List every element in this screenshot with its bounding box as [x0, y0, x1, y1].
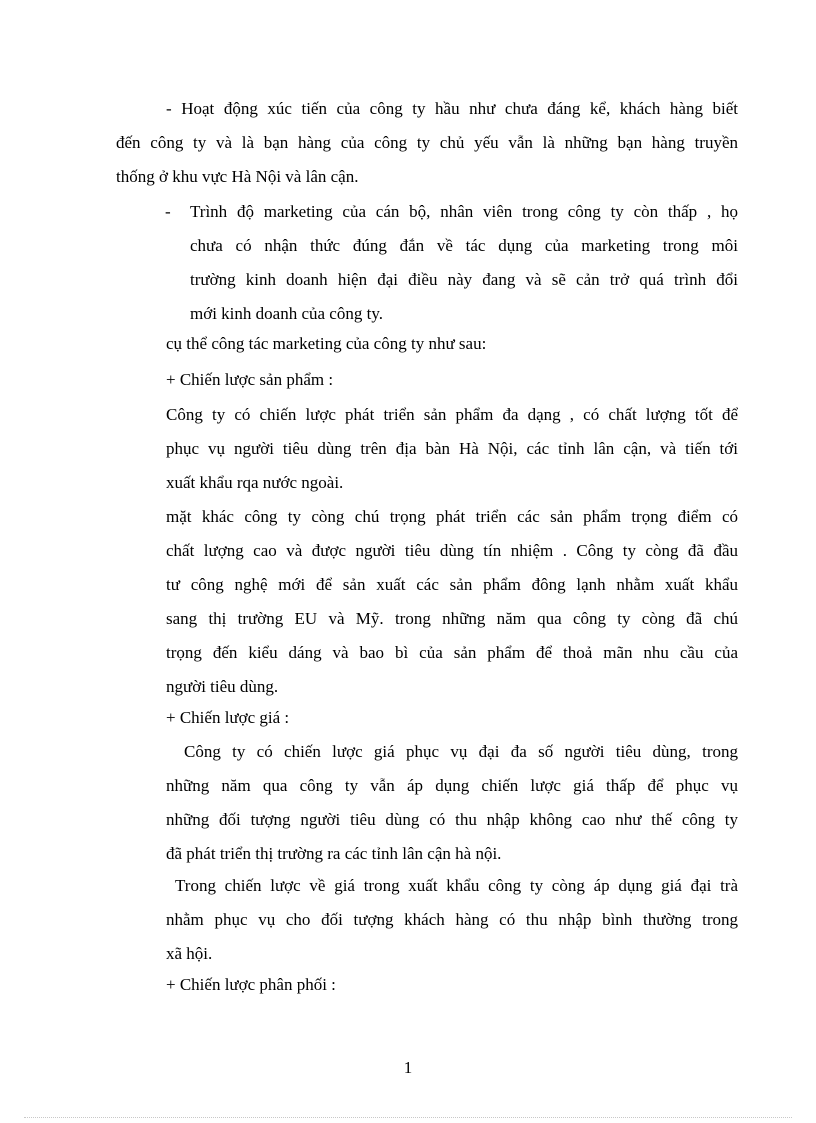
text-line: xã hội. [166, 944, 213, 963]
text-line: tư công nghệ mới để sản xuất các sản phẩm đông lạnh nhằm xuất khẩu [166, 575, 738, 594]
text-line: Trong chiến lược về giá trong xuất khẩu công ty còng áp dụng giá đại trà [175, 876, 738, 895]
heading-price-strategy [166, 701, 738, 735]
paragraph-intro [166, 327, 738, 361]
text-line: Công ty có chiến lược phát triển sản phẩm đa dạng , có chất lượng tốt để [166, 405, 738, 424]
text-line: chưa có nhận thức đúng đắn về tác dụng của marketing trong môi [190, 236, 738, 255]
text-line: những năm qua công ty vẫn áp dụng chiến lược giá thấp để phục vụ [166, 776, 738, 795]
text-line: người tiêu dùng. [166, 677, 279, 696]
text-line: phục vụ người tiêu dùng trên địa bàn Hà Nội, các tỉnh lân cận, và tiến tới [166, 439, 738, 458]
text-line: xuất khẩu rqa nước ngoài. [166, 473, 344, 492]
paragraph-product-strategy [166, 398, 738, 500]
paragraph-product-focus [166, 500, 738, 704]
paragraph-price-strategy [166, 735, 738, 871]
text-line: sang thị trường EU và Mỹ. trong những năm qua công ty còng đã chú [166, 609, 738, 628]
text-line: + Chiến lược giá : [166, 708, 290, 727]
text-line: mặt khác công ty còng chú trọng phát triển các sản phẩm trọng điểm có [166, 507, 738, 526]
text-line: mới kinh doanh của công ty. [190, 304, 383, 323]
text-line: trọng đến kiểu dáng và bao bì của sản phẩm để thoả mãn nhu cầu của [166, 643, 738, 662]
paragraph-export-price [166, 869, 738, 971]
text-line: đã phát triển thị trường ra các tỉnh lân cận hà nội. [166, 844, 502, 863]
text-line: đến công ty và là bạn hàng của công ty chủ yếu vẫn là những bạn hàng truyền [116, 133, 738, 152]
text-line: Trình độ marketing của cán bộ, nhân viên trong công ty còn thấp , họ [190, 202, 738, 221]
heading-product-strategy [166, 363, 738, 397]
text-line: - Hoạt động xúc tiến của công ty hầu như chưa đáng kể, khách hàng biết [166, 99, 738, 118]
bullet-dash: - [165, 202, 171, 221]
text-line: + Chiến lược phân phối : [166, 975, 336, 994]
paragraph-marketing-level [190, 195, 738, 331]
text-line: + Chiến lược sản phẩm : [166, 370, 334, 389]
paragraph-promotion [116, 92, 738, 194]
text-line: trường kinh doanh hiện đại điều này đang và sẽ cản trở quá trình đổi [190, 270, 738, 289]
text-line: Công ty có chiến lược giá phục vụ đại đa số người tiêu dùng, trong [184, 742, 738, 761]
text-line: cụ thể công tác marketing của công ty như sau: [166, 334, 487, 353]
text-line: những đối tượng người tiêu dùng có thu nhập không cao như thế công ty [166, 810, 738, 829]
text-line: chất lượng cao và được người tiêu dùng tín nhiệm . Công ty còng đã đầu [166, 541, 738, 560]
text-line: thống ở khu vực Hà Nội và lân cận. [116, 167, 359, 186]
heading-distribution-strategy [166, 968, 738, 1002]
page-number: 1 [403, 1058, 413, 1077]
text-line: nhằm phục vụ cho đối tượng khách hàng có thu nhập bình thường trong [166, 910, 738, 929]
page-bottom-rule [24, 1117, 792, 1118]
